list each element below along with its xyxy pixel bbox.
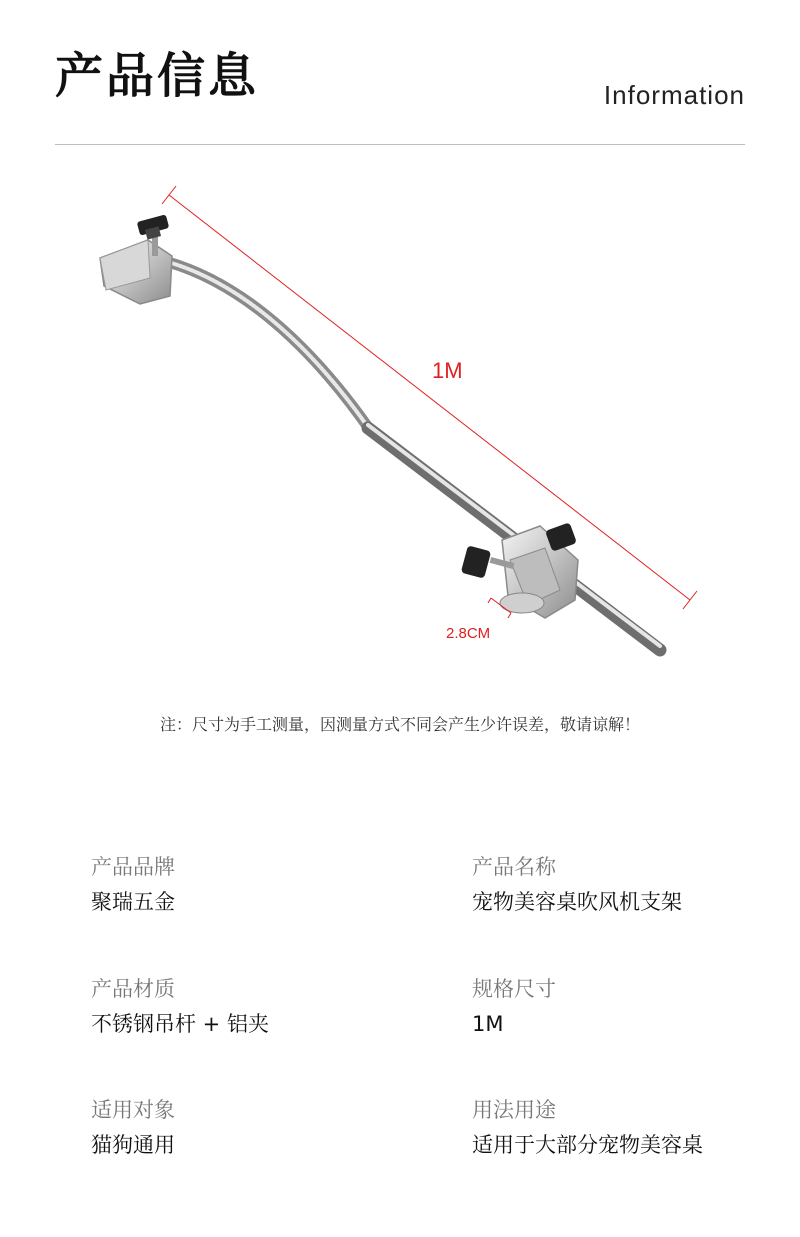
spec-label: 产品名称 [472,855,556,879]
measurement-note: 注：尺寸为手工测量，因测量方式不同会产生少许误差，敬请谅解！ [159,715,640,734]
top-clamp [100,214,172,304]
spec-value: 猫狗通用 [91,1133,175,1158]
page-subtitle: Information [603,80,745,110]
page-title: 产品信息 [55,48,260,104]
bottom-clamp [461,522,578,618]
spec-material [91,977,411,1037]
header-divider [55,144,745,145]
spec-product-name [472,855,792,915]
spec-value: 宠物美容桌吹风机支架 [472,890,682,915]
spec-value: 不锈钢吊杆 + 铝夹 [91,1012,269,1037]
spec-value: 聚瑞五金 [91,890,175,915]
spec-brand [91,855,411,915]
spec-value: 适用于大部分宠物美容桌 [472,1133,703,1158]
diameter-label: 2.8CM [446,625,491,642]
spec-value: 1M [472,1012,504,1037]
spec-label: 产品品牌 [91,855,175,879]
length-label: 1M [432,358,463,383]
product-image [0,160,800,700]
stainless-steel-rod [168,262,660,650]
length-dimension-line [162,186,697,609]
spec-label: 用法用途 [472,1098,556,1122]
spec-label: 规格尺寸 [472,977,556,1001]
spec-usage [472,1098,792,1158]
spec-label: 适用对象 [91,1098,175,1122]
spec-label: 产品材质 [91,977,175,1001]
spec-size [472,977,792,1037]
spec-target [91,1098,411,1158]
